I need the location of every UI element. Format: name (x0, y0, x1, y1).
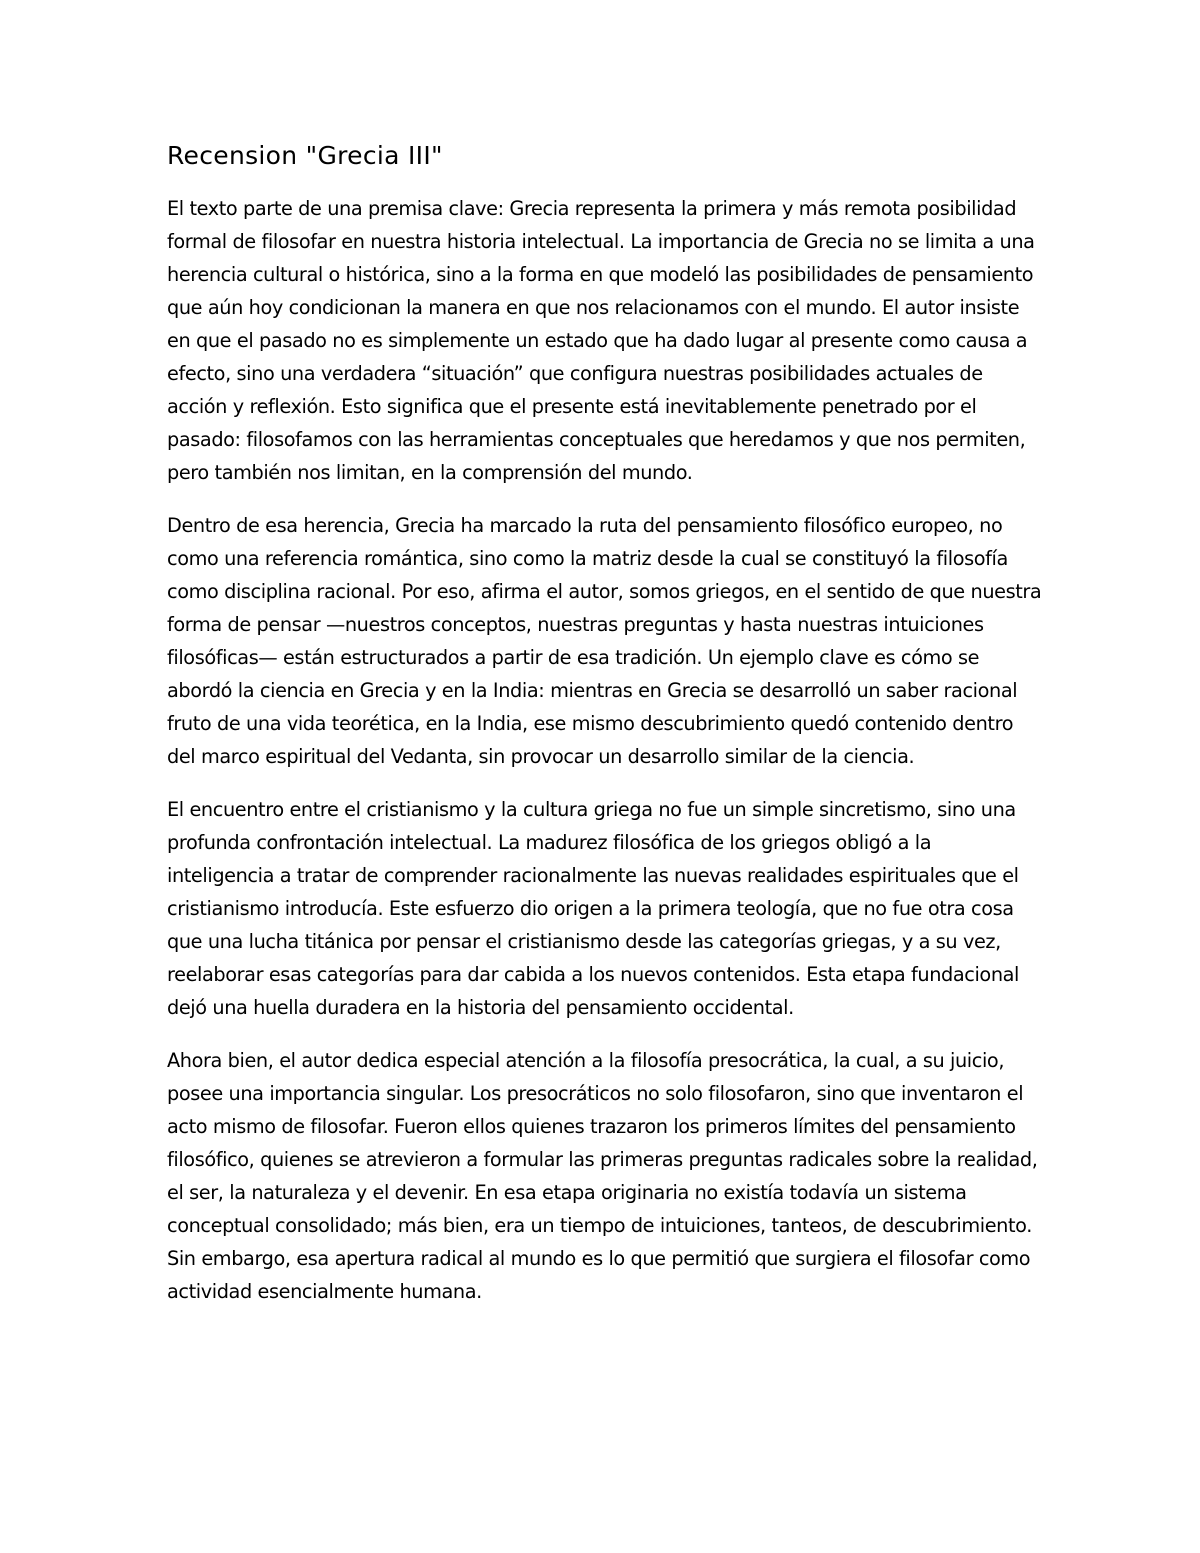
paragraph-4: Ahora bien, el autor dedica especial atención a la filosofía presocrática, la cual, a su juicio, posee una importancia singular. Los presocráticos no solo filosofaron, sino que inventaron el acto mismo de filosofar. Fueron ellos quienes trazaron los primeros límites del pensamiento filosófico, quienes se atrevieron a formular las primeras preguntas radicales sobre la realidad, el ser, la naturaleza y el devenir. En esa etapa originaria no existía todavía un sistema conceptual consolidado; más bien, era un tiempo de intuiciones, tanteos, de descubrimiento. Sin embargo, esa apertura radical al mundo es lo que permitió que surgiera el filosofar como actividad esencialmente humana. (167, 1049, 1038, 1303)
document-title: Recension "Grecia III" (167, 141, 443, 170)
paragraph-2: Dentro de esa herencia, Grecia ha marcado la ruta del pensamiento filosófico europeo, no como una referencia romántica, sino como la matriz desde la cual se constituyó la filosofía como disciplina racional. Por eso, afirma el autor, somos griegos, en el sentido de que nuestra forma de pensar —nuestros conceptos, nuestras preguntas y hasta nuestras intuiciones filosóficas— están estructurados a partir de esa tradición. Un ejemplo clave es cómo se abordó la ciencia en Grecia y en la India: mientras en Grecia se desarrolló un saber racional fruto de una vida teorética, en la India, ese mismo descubrimiento quedó contenido dentro del marco espiritual del Vedanta, sin provocar un desarrollo similar de la ciencia. (167, 514, 1042, 768)
paragraph-1: El texto parte de una premisa clave: Grecia representa la primera y más remota posibilidad formal de filosofar en nuestra historia intelectual. La importancia de Grecia no se limita a una herencia cultural o histórica, sino a la forma en que modeló las posibilidades de pensamiento que aún hoy condicionan la manera en que nos relacionamos con el mundo. El autor insiste en que el pasado no es simplemente un estado que ha dado lugar al presente como causa a efecto, sino una verdadera “situación” que configura nuestras posibilidades actuales de acción y reflexión. Esto significa que el presente está inevitablemente penetrado por el pasado: filosofamos con las herramientas conceptuales que heredamos y que nos permiten, pero también nos limitan, en la comprensión del mundo. (167, 197, 1035, 484)
paragraph-3: El encuentro entre el cristianismo y la cultura griega no fue un simple sincretismo, sino una profunda confrontación intelectual. La madurez filosófica de los griegos obligó a la inteligencia a tratar de comprender racionalmente las nuevas realidades espirituales que el cristianismo introducía. Este esfuerzo dio origen a la primera teología, que no fue otra cosa que una lucha titánica por pensar el cristianismo desde las categorías griegas, y a su vez, reelaborar esas categorías para dar cabida a los nuevos contenidos. Esta etapa fundacional dejó una huella duradera en la historia del pensamiento occidental. (167, 798, 1020, 1019)
document-body (167, 138, 1042, 1328)
